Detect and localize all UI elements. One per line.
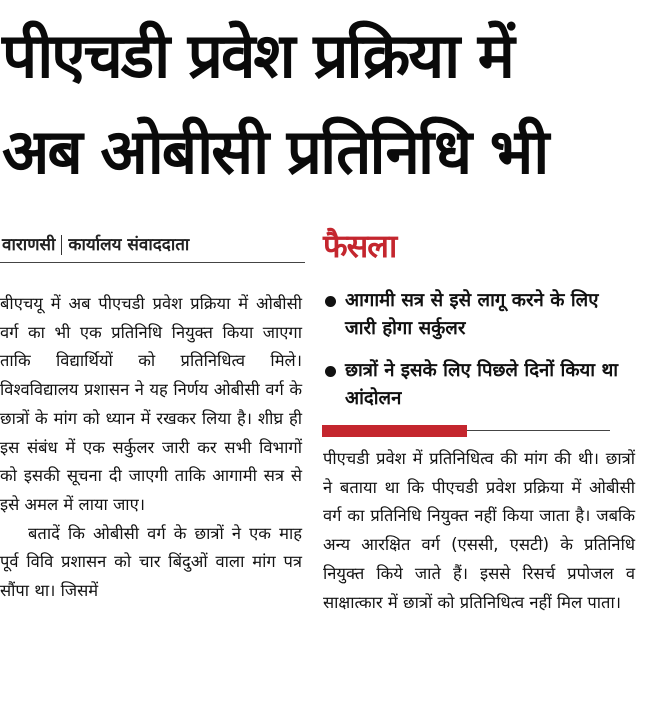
headline bbox=[2, 8, 642, 200]
right-paragraph-1: पीएचडी प्रवेश में प्रतिनिधित्व की मांग की थी। छात्रों ने बताया था कि पीएचडी प्रवेश प्रक्रिया में ओबीसी वर्ग का प्रतिनिधि नियुक्त नहीं किया जाता है। जबकि अन्य आरक्षित वर्ग (एससी, एसटी) के प्रतिनिधि नियुक्त किये जाते हैं। इससे रिसर्च प्रपोजल व साक्षात्कार में छात्रों को प्रतिनिधित्व नहीं मिल पाता। bbox=[323, 449, 635, 612]
decision-bullet-2 bbox=[323, 357, 633, 413]
decision-bullet-list bbox=[323, 287, 633, 427]
bullet-dot-icon bbox=[325, 296, 336, 307]
article-body-right bbox=[323, 445, 635, 617]
left-paragraph-1: बीएचयू में अब पीएचडी प्रवेश प्रक्रिया में ओबीसी वर्ग का भी एक प्रतिनिधि नियुक्त किया जाएगा ताकि विद्यार्थियों को प्रतिनिधित्व मिले। विश्वविद्यालय प्रशासन ने यह निर्णय ओबीसी वर्ग के छात्रों के मांग को ध्यान में रखकर लिया है। शीघ्र ही इस संबंध में एक सर्कुलर जारी कर सभी विभागों को इसकी सूचना दी जाएगी ताकि आगामी सत्र से इसे अमल में लाया जाए। bbox=[0, 294, 302, 514]
left-paragraph-2: बतादें कि ओबीसी वर्ग के छात्रों ने एक माह पूर्व विवि प्रशासन को चार बिंदुओं वाला मांग पत्र सौंपा था। जिसमें bbox=[0, 523, 302, 601]
section-divider-red-bar bbox=[322, 425, 467, 437]
byline bbox=[2, 232, 189, 255]
headline-line-1: पीएचडी प्रवेश प्रक्रिया में bbox=[2, 19, 513, 92]
bullet-dot-icon bbox=[325, 366, 336, 377]
section-divider-line bbox=[467, 430, 610, 431]
decision-bullet-text: छात्रों ने इसके लिए पिछले दिनों किया था आंदोलन bbox=[345, 360, 619, 409]
decision-bullet-text: आगामी सत्र से इसे लागू करने के लिए जारी होगा सर्कुलर bbox=[345, 290, 599, 339]
byline-city: वाराणसी bbox=[2, 235, 56, 255]
decision-box-title: फैसला bbox=[323, 227, 397, 265]
article-body-left bbox=[0, 290, 302, 606]
byline-separator bbox=[61, 235, 62, 255]
byline-reporter: कार्यालय संवाददाता bbox=[68, 235, 190, 255]
decision-bullet-1 bbox=[323, 287, 633, 343]
headline-line-2: अब ओबीसी प्रतिनिधि भी bbox=[2, 115, 548, 188]
byline-rule bbox=[0, 262, 305, 263]
